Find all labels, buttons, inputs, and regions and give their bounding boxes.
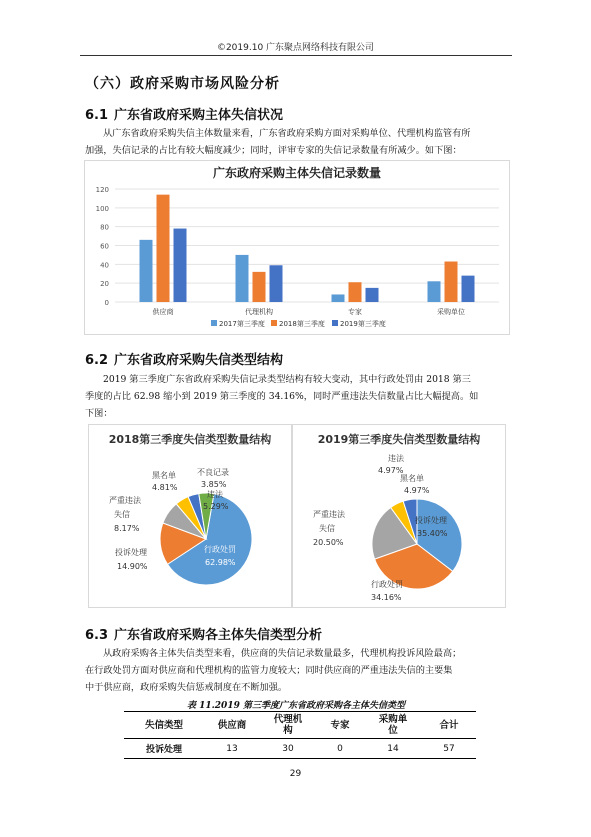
header-text: 合计 bbox=[439, 719, 459, 731]
pie-label: 行政处罚 bbox=[204, 545, 236, 554]
bar-chart-box bbox=[84, 160, 510, 335]
x-tick-label: 供应商 bbox=[152, 308, 174, 316]
pie-label: 不良记录 bbox=[197, 468, 229, 477]
pie-chart-2019 bbox=[293, 425, 505, 607]
bar bbox=[445, 262, 458, 302]
pie-label-pct: 34.16% bbox=[371, 593, 402, 602]
table-cell: 30 bbox=[260, 739, 316, 759]
table-header-cell bbox=[124, 712, 204, 739]
page-header: ©2019.10 广东聚点网络科技有限公司 bbox=[216, 43, 375, 53]
y-tick-label: 40 bbox=[100, 261, 109, 270]
header-text: 构 bbox=[283, 725, 293, 736]
pie-label-pct: 35.40% bbox=[417, 529, 448, 538]
x-tick-label: 专家 bbox=[348, 308, 362, 316]
heading-number: 6.1 bbox=[85, 108, 109, 123]
pie-label: 黑名单 bbox=[152, 471, 176, 480]
pie-label-pct: 20.50% bbox=[313, 538, 344, 547]
table-cell: 57 bbox=[422, 739, 476, 759]
bar bbox=[174, 229, 187, 302]
pie-label-pct: 5.29% bbox=[203, 502, 229, 511]
pie-label-pct: 62.98% bbox=[205, 558, 236, 567]
pie-2018-title: 2018第三季度失信类型数量结构 bbox=[108, 433, 272, 446]
paragraph-6-3-line2: 在行政处罚方面对供应商和代理机构的监管力度较大；同时供应商的严重违法失信的主要集 bbox=[85, 665, 453, 676]
legend-label: 2019第三季度 bbox=[340, 320, 386, 328]
header-text: 采购单 bbox=[378, 714, 408, 725]
table-header-cell bbox=[204, 712, 260, 739]
bar bbox=[332, 294, 345, 302]
heading-6-3 bbox=[85, 624, 322, 643]
legend-label: 2018第三季度 bbox=[279, 320, 325, 328]
heading-text: 广东省政府采购各主体失信类型分析 bbox=[114, 628, 323, 643]
paragraph-6-2-line1: 2019 第三季度广东省政府采购失信记录类型结构有较大变动，其中行政处罚由 2018 第三 bbox=[103, 374, 471, 385]
table-header-cell bbox=[422, 712, 476, 739]
heading-number: 6.3 bbox=[85, 628, 109, 643]
pie-2019-title: 2019第三季度失信类型数量结构 bbox=[317, 433, 481, 446]
heading-number: 6.2 bbox=[85, 353, 109, 368]
page-number: 29 bbox=[289, 769, 302, 779]
bar bbox=[236, 255, 249, 302]
bar bbox=[140, 240, 153, 302]
pie-label: 违法 bbox=[207, 490, 223, 499]
paragraph-6-2-line2: 季度的占比 62.98 缩小到 2019 第三季度的 34.16%，同时严重违法失信数量占比大幅提高。如 bbox=[85, 391, 479, 402]
y-tick-label: 100 bbox=[95, 204, 109, 213]
x-tick-label: 采购单位 bbox=[437, 308, 465, 316]
pie-label: 投诉处理 bbox=[115, 548, 147, 557]
y-tick-label: 20 bbox=[100, 280, 109, 289]
y-tick-label: 80 bbox=[100, 223, 109, 232]
pie-chart-2019-box bbox=[292, 424, 506, 608]
pie-label: 黑名单 bbox=[400, 474, 424, 483]
heading-text: 广东省政府采购主体失信状况 bbox=[114, 108, 284, 123]
heading-6-2 bbox=[85, 349, 283, 368]
legend-swatch bbox=[211, 320, 217, 326]
table-header-cell bbox=[316, 712, 364, 739]
heading-text: 广东省政府采购失信类型结构 bbox=[114, 353, 284, 368]
header-text: 代理机 bbox=[273, 714, 303, 725]
header-text: 失信类型 bbox=[144, 719, 183, 731]
table-row bbox=[124, 739, 476, 759]
paragraph-6-3-line1: 从政府采购各主体失信类型来看，供应商的失信记录数量最多，代理机构投诉风险最高； bbox=[103, 648, 462, 659]
legend-swatch bbox=[271, 320, 277, 326]
bar bbox=[462, 276, 475, 302]
legend-label: 2017第三季度 bbox=[219, 320, 265, 328]
table-cell: 投诉处理 bbox=[124, 739, 204, 759]
paragraph-6-3-line3: 中于供应商，政府采购失信惩戒制度在不断加强。 bbox=[85, 682, 288, 693]
pie-label-pct: 3.85% bbox=[201, 480, 227, 489]
bar bbox=[270, 265, 283, 302]
pie-label: 失信 bbox=[114, 510, 130, 519]
paragraph-6-2-line3: 下图： bbox=[85, 408, 113, 419]
bar-chart-title: 广东政府采购主体失信记录数量 bbox=[212, 166, 382, 180]
y-tick-label: 60 bbox=[100, 242, 109, 251]
pie-label: 违法 bbox=[388, 454, 404, 463]
y-tick-label: 0 bbox=[104, 299, 109, 307]
section-title: （六）政府采购市场风险分析 bbox=[85, 76, 280, 92]
header-text: 供应商 bbox=[217, 719, 247, 731]
bar bbox=[157, 195, 170, 302]
table-header-cell bbox=[260, 712, 316, 739]
header-divider bbox=[80, 55, 512, 56]
pie-label-pct: 4.97% bbox=[404, 486, 430, 495]
bar bbox=[349, 282, 362, 302]
legend-swatch bbox=[332, 320, 338, 326]
pie-label: 失信 bbox=[319, 524, 335, 533]
table-header-row bbox=[124, 712, 476, 739]
pie-chart-2018-box bbox=[88, 424, 292, 608]
bar-chart bbox=[85, 161, 509, 334]
paragraph-6-1-line2: 加强，失信记录的占比有较大幅度减少；同时，评审专家的失信记录数量有所减少。如下图： bbox=[85, 145, 462, 156]
table-header-cell bbox=[364, 712, 422, 739]
pie-label-pct: 8.17% bbox=[114, 524, 140, 533]
paragraph-6-1-line1: 从广东省政府采购失信主体数量来看，广东省政府采购方面对采购单位、代理机构监管有所 bbox=[103, 128, 471, 139]
pie-label: 严重违法 bbox=[109, 496, 141, 505]
y-tick-label: 120 bbox=[95, 186, 109, 194]
x-tick-label: 代理机构 bbox=[245, 308, 273, 316]
pie-chart-2018 bbox=[89, 425, 291, 607]
data-table bbox=[124, 711, 476, 759]
heading-6-1 bbox=[85, 104, 283, 123]
pie-label-pct: 14.90% bbox=[117, 562, 148, 571]
table-cell: 13 bbox=[204, 739, 260, 759]
pie-label: 行政处罚 bbox=[371, 580, 403, 589]
pie-label-pct: 4.97% bbox=[378, 466, 404, 475]
pie-label: 严重违法 bbox=[313, 510, 345, 519]
header-text: 位 bbox=[388, 725, 398, 736]
bar bbox=[366, 288, 379, 302]
table-cell: 14 bbox=[364, 739, 422, 759]
bar bbox=[428, 281, 441, 302]
header-text: 专家 bbox=[330, 719, 350, 731]
table-cell: 0 bbox=[316, 739, 364, 759]
pie-label-pct: 4.81% bbox=[152, 483, 178, 492]
pie-label: 投诉处理 bbox=[415, 516, 447, 525]
bar bbox=[253, 272, 266, 302]
table-caption: 表 11.2019 第三季度广东省政府采购各主体失信类型 bbox=[187, 701, 405, 711]
